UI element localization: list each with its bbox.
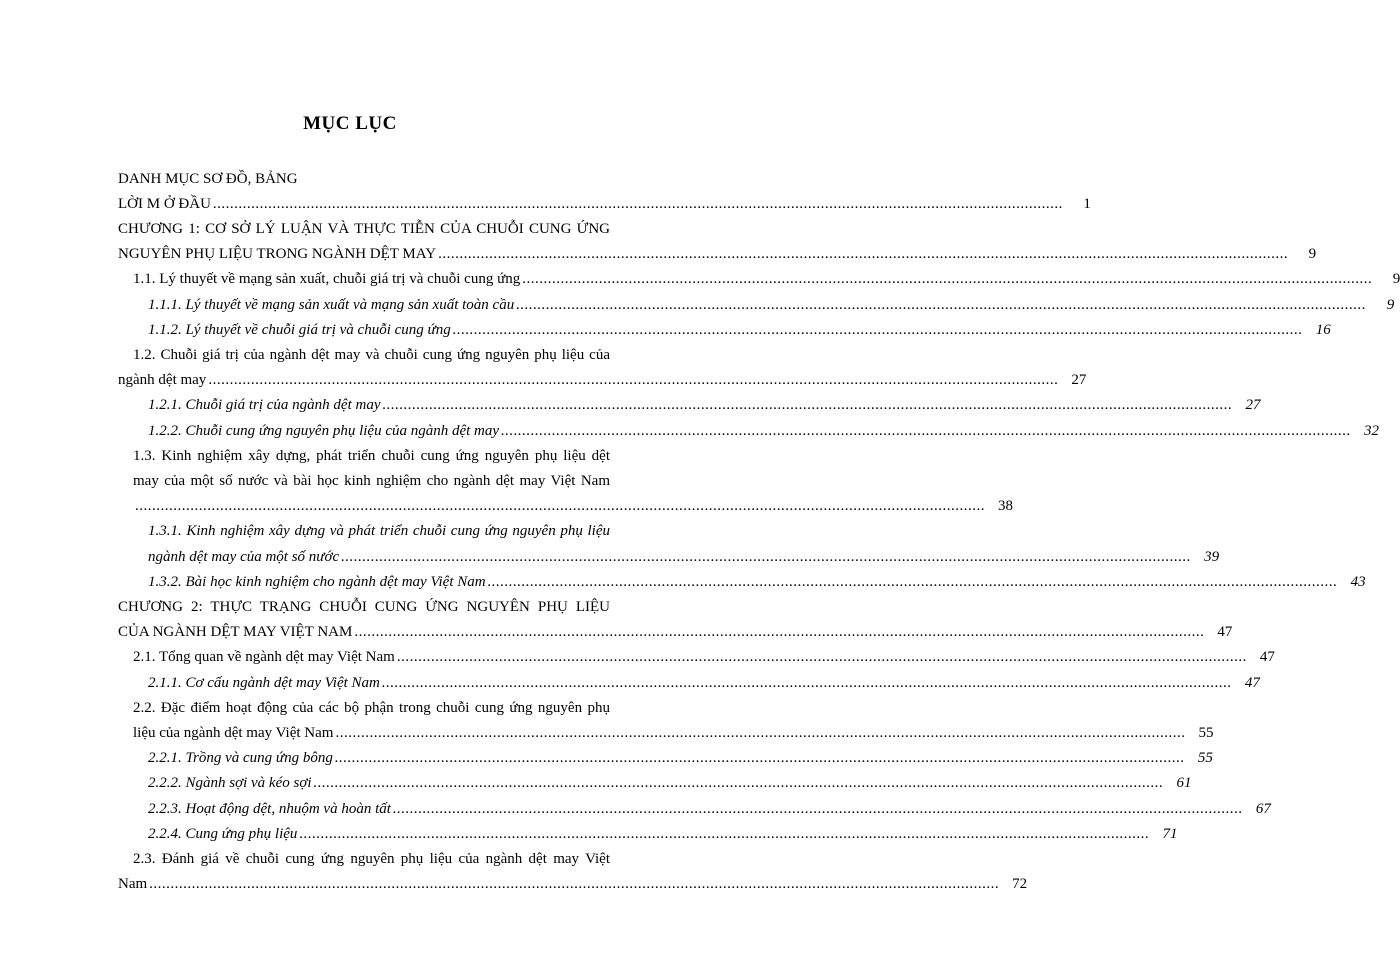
toc-leader-dots: ........................................................................................................................................................................................................ [354, 624, 1205, 640]
toc-entry [118, 213, 634, 239]
toc-entry-page: 47 [1244, 675, 1260, 691]
toc-entry [133, 440, 634, 466]
toc-entry-label: 2.2.2. Ngành sợi và kéo sợi [148, 775, 312, 791]
toc-entry [148, 415, 1380, 441]
toc-entry-page: 71 [1162, 826, 1178, 842]
toc-entry-page: 47 [1259, 649, 1275, 665]
toc-entry [133, 263, 1400, 289]
toc-entry [148, 541, 1220, 567]
toc-entry-label: 1.3.2. Bài học kinh nghiệm cho ngành dệt may Việt Nam [148, 574, 486, 590]
toc-leader-dots: ........................................................................................................................................................................................................ [452, 322, 1303, 338]
toc-entry-label: ngành dệt may [118, 372, 207, 388]
toc-leader-dots: ........................................................................................................................................................................................................ [212, 196, 1063, 212]
toc-entry [148, 389, 1261, 415]
toc-entry-label: CHƯƠNG 1: CƠ SỞ LÝ LUẬN VÀ THỰC TIỄN CỦA CHUỖI CUNG ỨNG [118, 221, 610, 237]
toc-entry [148, 667, 1260, 693]
toc-entry-page: 61 [1176, 775, 1192, 791]
toc-entry-page: 43 [1350, 574, 1366, 590]
toc-entry-label: DANH MỤC SƠ ĐỒ, BẢNG [118, 171, 298, 187]
toc-entry-page: 9 [1386, 297, 1395, 313]
toc-entry-label: 1.2.1. Chuỗi giá trị của ngành dệt may [148, 397, 381, 413]
toc-entry [118, 238, 1317, 264]
toc-entry-label: may của một số nước và bài học kinh nghiệm cho ngành dệt may Việt Nam [133, 473, 610, 489]
toc-entry [148, 767, 1192, 793]
toc-entry [148, 314, 1331, 340]
toc-entry-label: NGUYÊN PHỤ LIỆU TRONG NGÀNH DỆT MAY [118, 246, 437, 262]
toc-entry-label: liệu của ngành dệt may Việt Nam [133, 725, 334, 741]
toc-entry-page: 27 [1071, 372, 1087, 388]
toc-leader-dots: ........................................................................................................................................................................................................ [516, 297, 1367, 313]
toc-entry-label: 1.2.2. Chuỗi cung ứng nguyên phụ liệu của ngành dệt may [148, 423, 500, 439]
toc-entry-label: 1.1.1. Lý thuyết về mạng sản xuất và mạng sản xuất toàn cầu [148, 297, 515, 313]
toc-entry-label: ngành dệt may của một số nước [148, 549, 340, 565]
toc-entry-page: 39 [1204, 549, 1220, 565]
toc-entry-label: 2.2.1. Trồng và cung ứng bông [148, 750, 333, 766]
toc-entry [148, 566, 1366, 592]
toc-entry-label: 2.3. Đánh giá về chuỗi cung ứng nguyên phụ liệu của ngành dệt may Việt [133, 851, 610, 867]
toc-entry-label: 1.1. Lý thuyết về mạng sản xuất, chuỗi giá trị và chuỗi cung ứng [133, 271, 521, 287]
toc-entry-label: 1.1.2. Lý thuyết về chuỗi giá trị và chuỗi cung ứng [148, 322, 451, 338]
toc-entry [148, 818, 1178, 844]
toc-entry-page: 9 [1392, 271, 1400, 287]
toc-entry [148, 289, 1395, 315]
toc-entry-page: 9 [1308, 246, 1317, 262]
toc-entry-page: 55 [1198, 725, 1214, 741]
toc-leader-dots: ........................................................................................................................................................................................................ [335, 725, 1186, 741]
toc-leader-dots: ........................................................................................................................................................................................................ [522, 271, 1373, 287]
toc-leader-dots: ........................................................................................................................................................................................................ [501, 423, 1352, 439]
toc-leader-dots: ........................................................................................................................................................................................................ [392, 801, 1243, 817]
toc-entry-label: 2.2.3. Hoạt động dệt, nhuộm và hoàn tất [148, 801, 391, 817]
toc-entry [118, 163, 634, 189]
toc-leader-dots: ........................................................................................................................................................................................................ [208, 372, 1059, 388]
toc-leader-dots: ........................................................................................................................................................................................................ [135, 498, 985, 514]
toc-leader-dots: ........................................................................................................................................................................................................ [334, 750, 1185, 766]
toc-entry [133, 692, 634, 718]
toc-entry [118, 616, 1233, 642]
toc-entry [118, 188, 1091, 214]
toc-entry [133, 717, 1214, 743]
toc-leader-dots: ........................................................................................................................................................................................................ [313, 775, 1164, 791]
toc-entry-label: CỦA NGÀNH DỆT MAY VIỆT NAM [118, 624, 353, 640]
toc-entry [118, 591, 634, 617]
toc-entry-label: 2.2. Đặc điểm hoạt động của các bộ phận trong chuỗi cung ứng nguyên phụ [133, 700, 610, 716]
toc-entry-page: 47 [1217, 624, 1233, 640]
toc-entry-page: 55 [1197, 750, 1213, 766]
toc-entry [133, 641, 1275, 667]
toc-leader-dots: ........................................................................................................................................................................................................ [438, 246, 1289, 262]
toc-entry-page: 67 [1255, 801, 1271, 817]
toc-entry-page: 27 [1245, 397, 1261, 413]
toc-entry-label: 1.3. Kinh nghiệm xây dựng, phát triển chuỗi cung ứng nguyên phụ liệu dệt [133, 448, 610, 464]
toc-entry-label: 1.3.1. Kinh nghiệm xây dựng và phát triển chuỗi cung ứng nguyên phụ liệu [148, 523, 610, 539]
toc-entry-page: 16 [1315, 322, 1331, 338]
toc-entry-page: 38 [998, 498, 1013, 514]
toc-entry [133, 843, 634, 869]
toc-leader-dots: ........................................................................................................................................................................................................ [149, 876, 1000, 892]
toc-leader-dots: ........................................................................................................................................................................................................ [381, 675, 1232, 691]
toc-leader-dots: ........................................................................................................................................................................................................ [341, 549, 1192, 565]
toc-entry [118, 868, 1028, 894]
toc-entry-label: 2.2.4. Cung ứng phụ liệu [148, 826, 298, 842]
toc-leader-dots: ........................................................................................................................................................................................................ [396, 649, 1247, 665]
toc-entry [118, 364, 1087, 390]
toc-entry-label: 2.1.1. Cơ cấu ngành dệt may Việt Nam [148, 675, 380, 691]
toc-entry [148, 515, 634, 541]
toc-entry [148, 793, 1271, 819]
toc-entry-label: CHƯƠNG 2: THỰC TRẠNG CHUỖI CUNG ỨNG NGUYÊN PHỤ LIỆU [118, 599, 610, 615]
toc-entry [133, 490, 1013, 516]
toc-entry-page: 1 [1083, 196, 1091, 212]
toc-leader-dots: ........................................................................................................................................................................................................ [487, 574, 1338, 590]
toc-entry [133, 339, 634, 365]
toc-entry-label: LỜI M Ở ĐẦU [118, 196, 211, 212]
toc-entry-label: 2.1. Tổng quan về ngành dệt may Việt Nam [133, 649, 395, 665]
toc-entry-page: 72 [1012, 876, 1028, 892]
toc-entry [133, 465, 634, 491]
toc-leader-dots: ........................................................................................................................................................................................................ [382, 397, 1233, 413]
toc-entry-page: 32 [1364, 423, 1380, 439]
toc-leader-dots: ........................................................................................................................................................................................................ [299, 826, 1150, 842]
page-title: MỤC LỤC [303, 113, 397, 134]
toc-entry-label: 1.2. Chuỗi giá trị của ngành dệt may và chuỗi cung ứng nguyên phụ liệu của [133, 347, 610, 363]
toc-entry-label: Nam [118, 876, 148, 892]
toc-entry [148, 742, 1213, 768]
